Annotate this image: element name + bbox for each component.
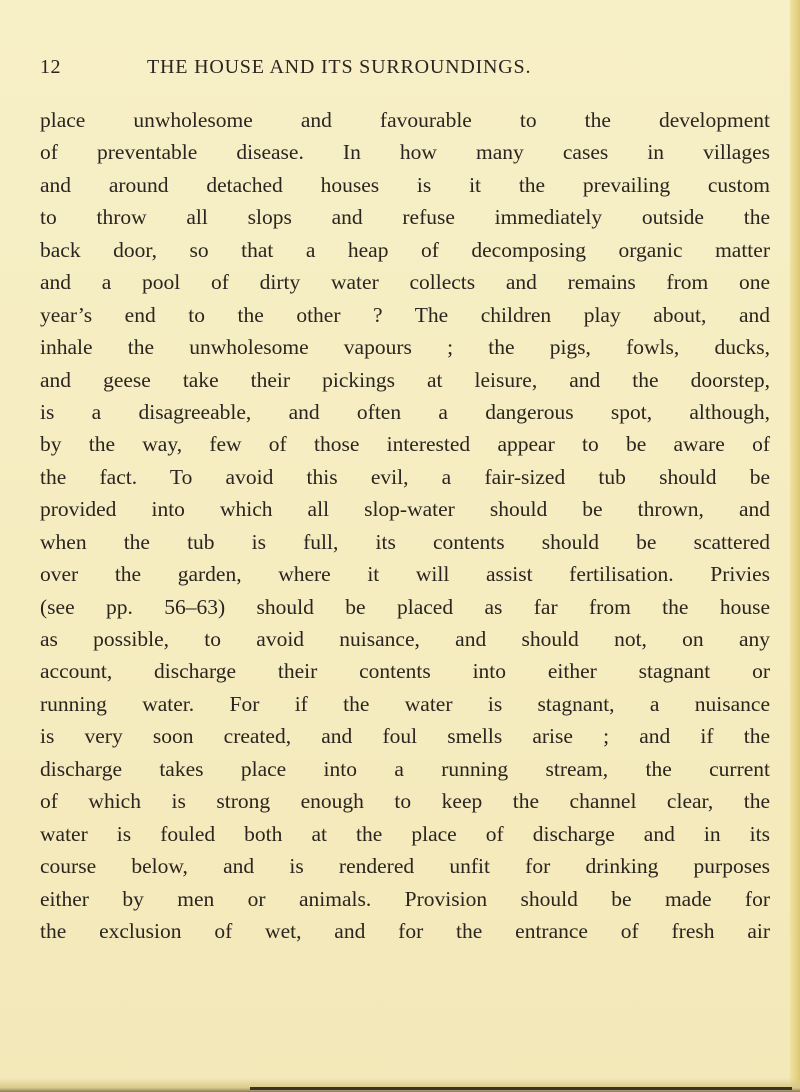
text-line: year’s end to the other ? The children play about, and xyxy=(40,302,770,327)
text-line: the fact. To avoid this evil, a fair-sized tub should be xyxy=(40,464,770,489)
text-line: back door, so that a heap of decomposing organic matter xyxy=(40,237,770,262)
text-line: over the garden, where it will assist fertilisation. Privies xyxy=(40,562,770,587)
text-line: by the way, few of those interested appear to be aware of xyxy=(40,432,770,457)
text-line: and around detached houses is it the prevailing custom xyxy=(40,172,770,197)
running-head-title: THE HOUSE AND ITS SURROUNDINGS. xyxy=(147,56,532,78)
running-head xyxy=(40,56,770,88)
page-bottom-rule xyxy=(250,1087,792,1090)
text-line: of preventable disease. In how many cases in villages xyxy=(40,140,770,165)
text-line: as possible, to avoid nuisance, and should not, on any xyxy=(40,627,770,651)
text-line: account, discharge their contents into either stagnant or xyxy=(40,659,770,684)
text-line: and a pool of dirty water collects and remains from one xyxy=(40,270,770,295)
text-line: course below, and is rendered unfit for drinking purposes xyxy=(40,854,770,879)
text-line: the exclusion of wet, and for the entrance of fresh air xyxy=(40,918,770,943)
text-line: running water. For if the water is stagnant, a nuisance xyxy=(40,691,770,716)
body-text xyxy=(40,104,770,947)
text-line: to throw all slops and refuse immediately outside the xyxy=(40,205,770,230)
text-line: water is fouled both at the place of discharge and in its xyxy=(40,821,770,846)
text-line: inhale the unwholesome vapours ; the pigs, fowls, ducks, xyxy=(40,335,770,360)
text-line: when the tub is full, its contents should be scattered xyxy=(40,529,770,554)
text-line: provided into which all slop-water should be thrown, and xyxy=(40,497,770,522)
text-line: of which is strong enough to keep the channel clear, the xyxy=(40,789,770,814)
text-line: is very soon created, and foul smells arise ; and if the xyxy=(40,724,770,749)
text-line: is a disagreeable, and often a dangerous spot, although, xyxy=(40,399,770,424)
page-edge xyxy=(790,0,800,1092)
text-line: either by men or animals. Provision should be made for xyxy=(40,886,770,911)
page-number: 12 xyxy=(40,56,61,78)
text-line: (see pp. 56–63) should be placed as far from the house xyxy=(40,594,770,619)
text-line: discharge takes place into a running stream, the current xyxy=(40,756,770,781)
text-line: and geese take their pickings at leisure, and the doorstep, xyxy=(40,367,770,392)
text-line: place unwholesome and favourable to the development xyxy=(40,108,770,132)
